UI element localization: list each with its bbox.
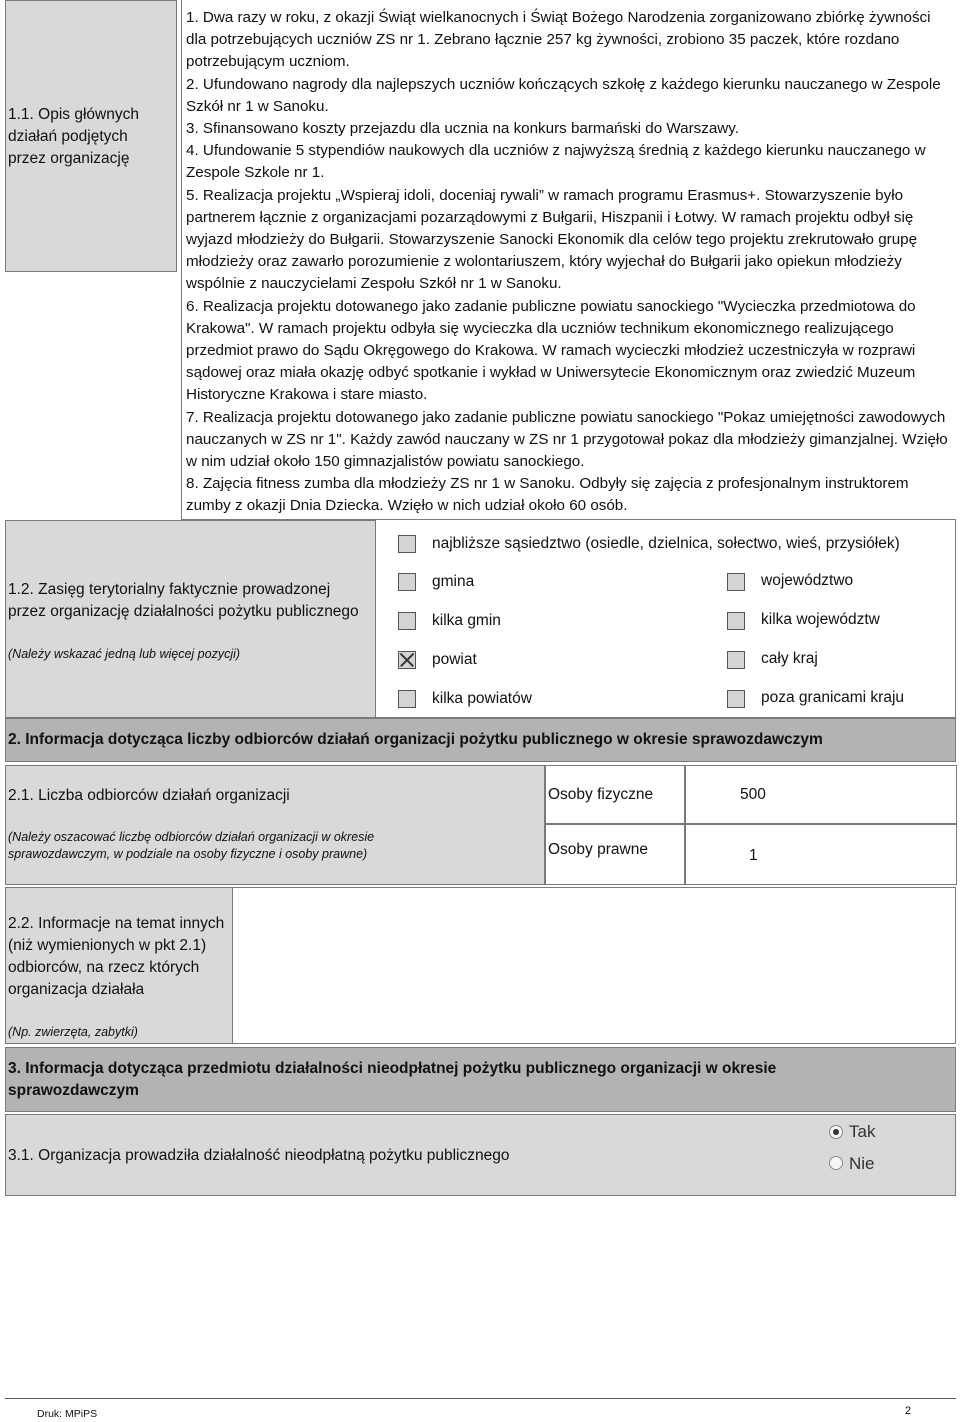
activity-item-3: 3. Sfinansowano koszty przejazdu dla ucznia na konkurs barmański do Warszawy. <box>186 120 739 138</box>
section-1-2-note: (Należy wskazać jedną lub więcej pozycji) <box>8 647 241 661</box>
footer-print-label: Druk: MPiPS <box>37 1408 98 1420</box>
activity-item-5: 5. Realizacja projektu „Wspieraj idoli, doceniaj rywali” w ramach programu Erasmus+. Stowarzyszenie było partnerem łącznie z organizacjami pozarządowymi z Bułgarii, Hiszpanii i Łotwy. W ramach projektu odbył się wyjazd młodzieży do Bułgarii. Stowarzyszenie Sanocki Ekonomik dla celów tego projektu zrekrutowało grupę młodzieży oraz zawarło porozumienie z wolontariuszem, który wyjechał do Bułgarii jako opiekun młodzieży wspólnie z nauczycielami Zespołu Szkół nr 1 w Sanoku. <box>186 186 918 293</box>
section-3-heading: 3. Informacja dotycząca przedmiotu działalności nieodpłatnej pożytku publicznego organizacji w okresie sprawozdawczym <box>8 1060 777 1099</box>
label-caly-kraj: cały kraj <box>761 650 818 667</box>
checkbox-gmina[interactable] <box>398 573 416 591</box>
activity-item-7: 7. Realizacja projektu dotowanego jako zadanie publiczne powiatu sanockiego "Pokaz umiejętności zawodowych nauczanych w ZS nr 1". Każdy zawód nauczany w ZS nr 1 przygotował pokaz dla młodzieży gimanzjalnej. Wzięło w nim udział około 150 gimnazjalistów powiatu sanockiego. <box>186 408 948 471</box>
label-kilka-powiatow: kilka powiatów <box>432 690 532 707</box>
checkbox-kilka-wojewodztw[interactable] <box>727 612 745 630</box>
activity-item-4: 4. Ufundowanie 5 stypendiów naukowych dla uczniów z najwyższą średnią z każdego kierunku nauczanego w Zespole Szkole nr 1. <box>186 142 926 182</box>
fizyczne-label: Osoby fizyczne <box>548 786 654 803</box>
prawne-label: Osoby prawne <box>548 841 648 858</box>
section-2-heading: 2. Informacja dotycząca liczby odbiorców działań organizacji pożytku publicznego w okresie sprawozdawczym <box>8 731 823 748</box>
activity-item-1: 1. Dwa razy w roku, z okazji Świąt wielkanocnych i Świąt Bożego Narodzenia zorganizowano zbiórkę żywności dla potrzebujących uczniów ZS nr 1. Zebrano łącznie 257 kg żywności, zrobiono 35 paczek, które rozdano potrzebującym uczniom. <box>186 9 931 71</box>
label-kilka-wojewodztw: kilka województw <box>761 611 880 628</box>
fizyczne-value: 500 <box>740 786 766 803</box>
label-tak: Tak <box>849 1122 876 1141</box>
label-kilka-gmin: kilka gmin <box>432 612 501 629</box>
checkbox-powiat[interactable] <box>398 651 416 669</box>
activity-item-8: 8. Zajęcia fitness zumba dla młodzieży ZS nr 1 w Sanoku. Odbyły się zajęcia z profesjonalnym instruktorem zumby z okazji Dnia Dziecka. Wzięło w nich udział około 60 osób. <box>186 475 909 515</box>
prawne-value-cell[interactable] <box>685 824 957 885</box>
checkbox-kilka-gmin[interactable] <box>398 612 416 630</box>
section-1-2-label: 1.2. Zasięg terytorialny faktycznie prowadzonej przez organizację działalności pożytku publicznego <box>8 581 359 620</box>
section-2-2-note: (Np. zwierzęta, zabytki) <box>8 1025 138 1039</box>
label-neighbourhood: najbliższe sąsiedztwo (osiedle, dzielnica, sołectwo, wieś, przysiółek) <box>432 535 900 552</box>
label-powiat: powiat <box>432 651 477 668</box>
label-wojewodztwo: województwo <box>761 572 854 589</box>
checkbox-wojewodztwo[interactable] <box>727 573 745 591</box>
label-poza-granicami: poza granicami kraju <box>761 689 905 706</box>
fizyczne-value-cell[interactable] <box>685 765 957 824</box>
section-3-1-label: 3.1. Organizacja prowadziła działalność nieodpłatną pożytku publicznego <box>8 1147 510 1164</box>
label-nie: Nie <box>849 1154 875 1173</box>
checkbox-caly-kraj[interactable] <box>727 651 745 669</box>
section-2-1-note: (Należy oszacować liczbę odbiorców działań organizacji w okresie sprawozdawczym, w podziale na osoby fizyczne i osoby prawne) <box>8 830 375 861</box>
checkbox-kilka-powiatow[interactable] <box>398 690 416 708</box>
activity-item-2: 2. Ufundowano nagrody dla najlepszych uczniów kończących szkołę z każdego kierunku nauczanego w Zespole Szkół nr 1 w Sanoku. <box>186 75 941 115</box>
footer-page-number: 2 <box>905 1405 912 1417</box>
section-2-1-label-cell <box>5 765 545 885</box>
radio-tak[interactable] <box>829 1125 843 1139</box>
activity-item-6: 6. Realizacja projektu dotowanego jako zadanie publiczne powiatu sanockiego "Wycieczka przedmiotowa do Krakowa". W ramach projektu odbyła się wycieczka dla uczniów technikum ekonomicznego realizującego przedmiot prawo do Sądu Okręgowego do Krakowa. W ramach wycieczki młodzież uczestniczyła w rozprawi sądowej oraz miała okazję odbyć spotkanie i wykład w Uniwersytecie Ekonomicznym oraz zwiedzić Muzeum Historyczne Krakowa i stare miasto. <box>186 297 916 404</box>
radio-nie[interactable] <box>829 1156 843 1170</box>
label-gmina: gmina <box>432 573 475 590</box>
checkbox-poza-granicami[interactable] <box>727 690 745 708</box>
footer-divider <box>5 1398 956 1399</box>
section-1-1-label: 1.1. Opis głównych działań podjętych przez organizację <box>8 106 139 167</box>
section-2-1-label: 2.1. Liczba odbiorców działań organizacji <box>8 787 290 804</box>
prawne-value: 1 <box>749 847 758 864</box>
activities-description[interactable] <box>186 7 954 518</box>
checkbox-neighbourhood[interactable] <box>398 535 416 553</box>
section-2-2-label: 2.2. Informacje na temat innych (niż wymienionych w pkt 2.1) odbiorców, na rzecz których organizacja działała <box>8 915 225 998</box>
section-2-2-value-cell[interactable] <box>233 887 956 1044</box>
